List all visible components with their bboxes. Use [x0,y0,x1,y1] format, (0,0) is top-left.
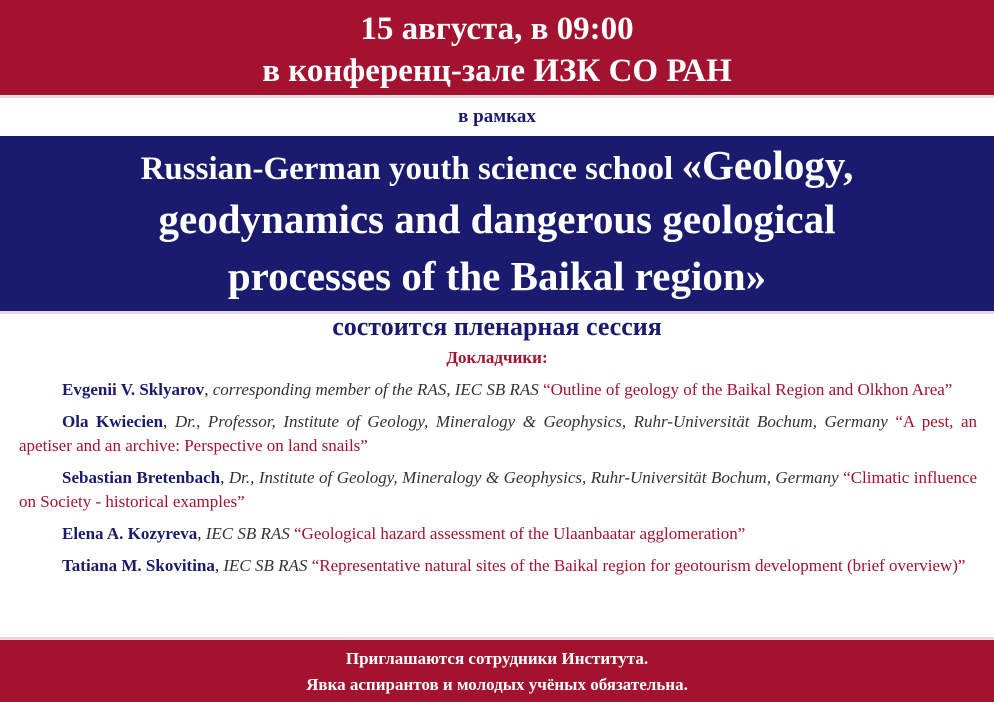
title-main: «Geology, [681,142,854,188]
speaker-affiliation: corresponding member of the RAS, IEC SB RAS [212,380,539,399]
title-line-3: processes of the Baikal region» [227,253,767,299]
speaker-affiliation: Dr., Professor, Institute of Geology, Mineralogy & Geophysics, Ruhr-Universität Bochum, Germany [174,412,888,431]
speaker-affiliation: IEC SB RAS [223,556,308,575]
title-line-2: geodynamics and dangerous geological [158,196,836,242]
speaker-item: Ola Kwiecien, Dr., Professor, Institute of Geology, Mineralogy & Geophysics, Ruhr-Universität Bochum, Germany “A pest, an apetiser and an archive: Perspective on land snails” [19,412,978,455]
speaker-affiliation: IEC SB RAS [205,524,290,543]
footer-invitation: Приглашаются сотрудники Института. [345,649,649,668]
talk-title: “Climatic influence on Society - historical examples” [19,468,977,511]
speaker-name: Elena A. Kozyreva [62,524,198,543]
event-venue: в конференц-зале ИЗК СО РАН [262,53,732,89]
speaker-item: Tatiana M. Skovitina, IEC SB RAS “Representative natural sites of the Baikal region for geotourism development (brief overview)” [62,556,966,575]
title-block [0,136,994,311]
footer-band [0,640,994,702]
talk-title: “Geological hazard assessment of the Ulaanbaatar agglomeration” [294,524,746,543]
talk-title: “Outline of geology of the Baikal Region and Olkhon Area” [543,380,953,399]
speaker-item: Elena A. Kozyreva, IEC SB RAS “Geological hazard assessment of the Ulaanbaatar agglomeration” [62,524,746,543]
speaker-name: Tatiana M. Skovitina [62,556,215,575]
title-line-1 [0,140,994,194]
speaker-item: Evgenii V. Sklyarov, corresponding member of the RAS, IEC SB RAS “Outline of geology of the Baikal Region and Olkhon Area” [62,380,953,399]
header-band [0,0,994,95]
speaker-name: Ola Kwiecien [62,412,164,431]
speakers-heading: Докладчики: [446,348,548,367]
framing-text: в рамках [458,106,536,127]
speaker-affiliation: Dr., Institute of Geology, Mineralogy & Geophysics, Ruhr-Universität Bochum, Germany [228,468,839,487]
session-heading: состоится пленарная сессия [332,312,662,341]
speaker-name: Sebastian Bretenbach [62,468,221,487]
footer-attendance-note: Явка аспирантов и молодых учёных обязательна. [306,675,688,694]
title-prefix: Russian-German youth science school [140,151,682,187]
talk-title: “A pest, an apetiser and an archive: Perspective on land snails” [19,412,978,455]
speaker-name: Evgenii V. Sklyarov [62,380,205,399]
speaker-item: Sebastian Bretenbach, Dr., Institute of Geology, Mineralogy & Geophysics, Ruhr-Universität Bochum, Germany “Climatic influence on Society - historical examples” [19,468,977,511]
event-date-time: 15 августа, в 09:00 [360,11,634,47]
speakers-list [19,378,977,586]
talk-title: “Representative natural sites of the Baikal region for geotourism development (brief overview)” [311,556,966,575]
